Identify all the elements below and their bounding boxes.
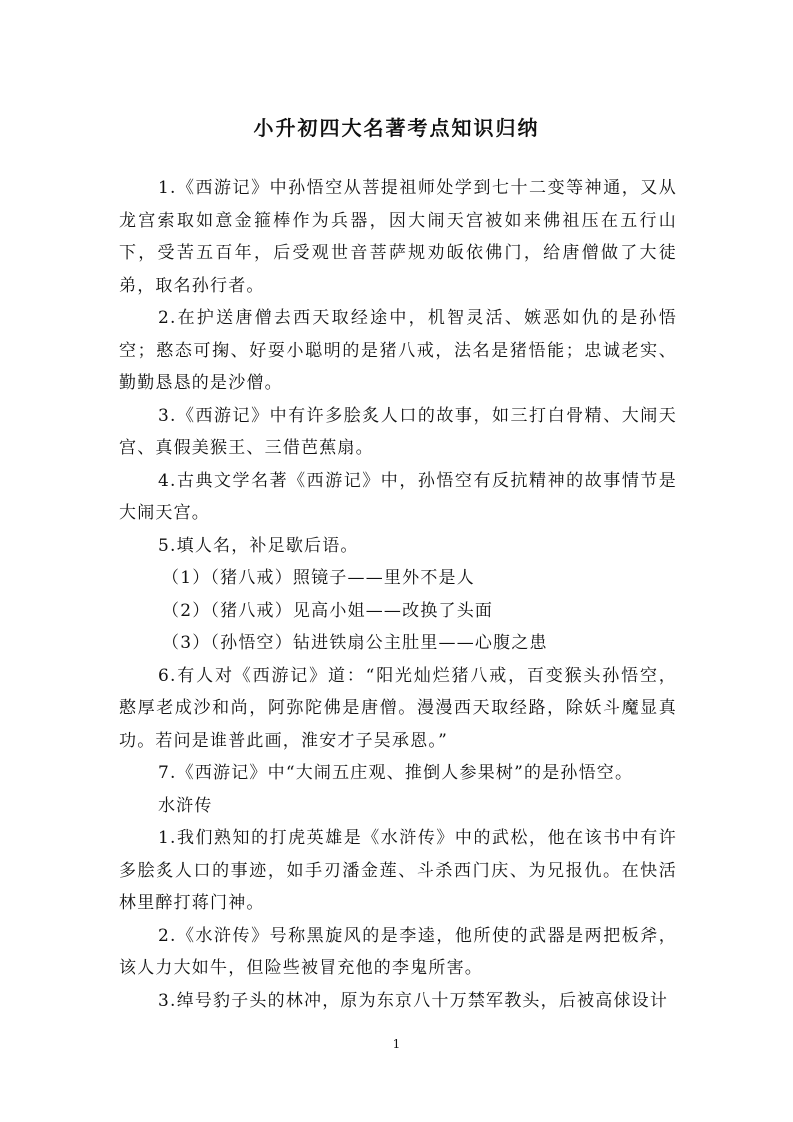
paragraph: 5.填人名，补足歇后语。	[158, 535, 359, 556]
list-item: （1）（猪八戒）照镜子——里外不是人	[162, 568, 475, 588]
paragraph: 3.绰号豹子头的林冲，原为东京八十万禁军教头，后被高俅设计	[158, 990, 669, 1011]
paragraph: 1.《西游记》中孙悟空从菩提祖师处学到七十二变等神通，又从龙宫索取如意金箍棒作为兵器，因大闹天宫被如来佛祖压在五行山下，受苦五百年，后受观世音菩萨规劝皈依佛门，给唐僧做了大徒弟，取名孙行者。	[119, 178, 677, 296]
paragraph: 1.我们熟知的打虎英雄是《水浒传》中的武松，他在该书中有许多脍炙人口的事迹，如手刃潘金莲、斗杀西门庆、为兄报仇。在快活林里醉打蒋门神。	[119, 828, 677, 913]
page-number: 1	[392, 1037, 401, 1051]
page-title: 小升初四大名著考点知识归纳	[253, 116, 540, 140]
paragraph: 7.《西游记》中“大闹五庄观、推倒人参果树”的是孙悟空。	[158, 763, 634, 783]
section-heading: 水浒传	[158, 795, 213, 816]
paragraph: 6.有人对《西游记》道：“阳光灿烂猪八戒，百变猴头孙悟空，憨厚老成沙和尚，阿弥陀佛是唐僧。漫漫西天取经路，除妖斗魔显真功。若问是谁普此画，淮安才子吴承恩。”	[119, 665, 677, 751]
paragraph: 2.在护送唐僧去西天取经途中，机智灵活、嫉恶如仇的是孙悟空；憨态可掬、好耍小聪明的是猪八戒，法名是猪悟能；忠诚老实、勤勤恳恳的是沙僧。	[119, 308, 677, 393]
paragraph: 4.古典文学名著《西游记》中，孙悟空有反抗精神的故事情节是大闹天宫。	[119, 470, 677, 523]
list-item: （2）（猪八戒）见高小姐——改换了头面	[162, 600, 494, 621]
paragraph: 3.《西游记》中有许多脍炙人口的故事，如三打白骨精、大闹天宫、真假美猴王、三借芭蕉扇。	[119, 405, 677, 458]
list-item: （3）（孙悟空）钻进铁扇公主肚里——心腹之患	[162, 633, 548, 653]
paragraph: 2.《水浒传》号称黑旋风的是李逵，他所使的武器是两把板斧，该人力大如牛，但险些被冒充他的李鬼所害。	[119, 925, 677, 978]
document-body	[119, 172, 677, 1017]
